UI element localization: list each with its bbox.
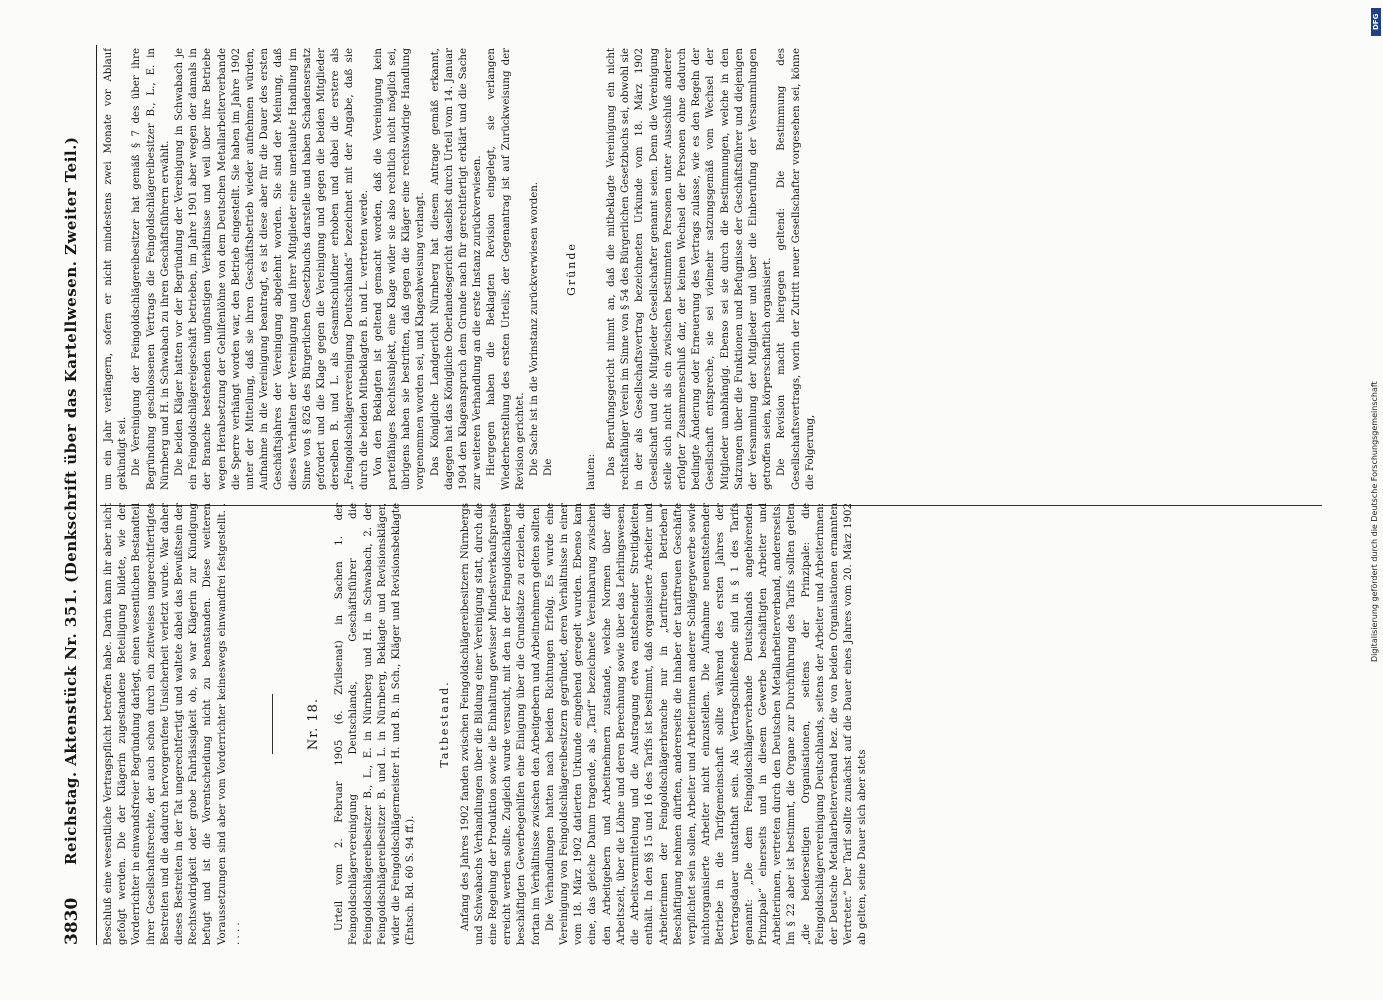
left-column (102, 503, 1322, 945)
paragraph: Beschluß eine wesentliche Vertragspflicht betroffen habe. Darin kann ihr aber nicht gefolgt werden. Die der Klägerin zugestandene Beteiligung bildete, wie der Vorderrichter in einwandsfreier Begründung darlegt, einen wesentlichen Bestandteil ihrer Gesellschaftsrechte, der auch schon durch ein zeitweises ungerechtfertigtes Bestreiten und die dadurch hervorgerufene Unsicherheit verletzt wurde. War daher dieses Bestreiten in der Tat ungerechtfertigt und waltete dabei das Bewußtsein der Rechtswidrigkeit oder grobe Fahrlässigkeit ob, so war Klägerin zur Kündigung befugt und ist die Vorentscheidung nicht zu beanstanden. Diese weiteren Voraussetzungen sind aber vom Vorderrichter keineswegs einwandfrei festgestellt. . . . . . (103, 503, 242, 945)
paragraph: Die beiden Kläger hatten vor der Begründung der Vereinigung in Schwabach je ein Feingoldschlägereigeschäft betrieben, im Jahre 1901 aber wegen der damals in der Branche bestehenden ungünstigen Verhältnisse und weil über ihre Betriebe wegen Herabsetzung der Gehilfenlöhne von dem Deutschen Metallarbeiterverbande die Sperre verhängt worden war, den Betrieb eingestellt. Sie haben im Jahre 1902 unter der Mitteilung, daß sie ihren Geschäftsbetrieb wieder aufnehmen würden, Aufnahme in die Vereinigung beantragt, es ist diese aber für die Dauer des ersten Geschäftsjahres der Vereinigung abgelehnt worden. Sie sind der Meinung, daß dieses Verhalten der Vereinigung und ihrer Mitglieder eine unerlaubte Handlung im Sinne von § 826 des Bürgerlichen Gesetzbuchs darstelle und haben Schadensersatz gefordert und die Klage gegen die Vereinigung und gegen die beiden Mitglieder derselben B. und L. als Gesamtschuldner erhoben und dabei die erstere als „Feingoldschlägervereinigung Deutschlands“ bezeichnet mit der Angabe, daß sie durch die beiden Mitbeklagten B. und L. vertreten werde. (174, 48, 370, 490)
paragraph: Das Königliche Landgericht Nürnberg hat diesem Antrage gemäß erkannt, dagegen hat das Königliche Oberlandesgericht daselbst durch Urteil vom 14. Januar 1904 den Klageanspruch dem Grunde nach für gerechtfertigt erklärt und die Sache zur weiteren Verhandlung an die erste Instanz zurückverwiesen. (429, 48, 484, 490)
paragraph: Die Revision macht hiergegen geltend: Die Bestimmung des Gesellschaftsvertrags, worin der Zutritt neuer Gesellschafter vorgesehen sei, könne die Folgerung, (776, 48, 816, 490)
right-column (102, 48, 1322, 490)
digitization-note: Digitalisierung gefördert durch die Deutsche Forschungsgemeinschaft (1370, 381, 1379, 662)
paragraph: um ein Jahr verlängern, sofern er nicht mindestens zwei Monate vor Ablauf gekündigt sei. (103, 48, 129, 490)
case-number-heading: Nr. 18. (306, 697, 322, 751)
dfg-logo-badge: DFG (1371, 8, 1381, 36)
header-rule (96, 45, 97, 945)
lauten-line: lauten: (585, 453, 597, 490)
tatbestand-heading: Tatbestand. (438, 680, 452, 768)
case-citation: Urteil vom 2. Februar 1905 (6. Zivilsenat) in Sachen 1. der Feingoldschlägervereinigung Deutschlands, Geschäftsführer die Feingoldschlägereibesitzer B., L., E. in Nürnberg und H. in Schwabach, 2. der Feingoldschlägereibesitzer B. und L. in Nürnberg, Beklagte und Revisionskläger, wider die Feingoldschlägermeister H. und B. in Sch., Kläger und Revisionsbeklagte (Entsch. Bd. 60 S. 94 ff.). (334, 503, 417, 945)
paragraph: Das Berufungsgericht nimmt an, daß die mitbeklagte Vereinigung ein nicht rechtsfähiger Verein im Sinne von § 54 des Bürgerlichen Gesetzbuchs sei, obwohl sie in der als Gesellschaftsvertrag bezeichneten Urkunde vom 18. März 1902 Gesellschaft und die Mitglieder Gesellschafter genannt seien. Denn die Vereinigung stelle sich nicht als ein zwischen bestimmten Personen unter Ausschluß anderer erfolgter Zusammenschluß dar, der keinen Wechsel der Personen ohne dadurch bedingte Änderung oder Erneuerung des Vertrags zulasse, wie es den Regeln der Gesellschaft entspreche, sie sei vielmehr satzungsgemäß vom Wechsel der Mitglieder unabhängig. Ebenso sei sie durch die Bestimmungen, welche in den Satzungen über die Funktionen und Befugnisse der Geschäftsführer und diejenigen der Versammlung der Mitglieder und über die Einberufung der Versammlungen getroffen seien, körperschaftlich organisiert. (605, 48, 774, 490)
paragraph: Die Verhandlungen hatten nach beiden Richtungen Erfolg. Es wurde eine Vereinigung von Feingoldschlägereibesitzern gegründet, deren Verhältnisse in einer vom 18. März 1902 datierten Urkunde eingehend geregelt wurden. Ebenso kam eine, das gleiche Datum tragende, als „Tarif“ bezeichnete Vereinbarung zwischen den Arbeitgebern und Arbeitnehmern zustande, welche Normen über die Arbeitszeit, über die Löhne und deren Berechnung sowie über das Lehrlingswesen, die Arbeitsvermittelung und die Austragung etwa entstehender Streitigkeiten enthält. In den §§ 15 und 16 des Tarifs ist bestimmt, daß organisierte Arbeiter und Arbeiterinnen der Feingoldschlägerbranche nur in „tariftreuen Betrieben“ Beschäftigung nehmen dürften, andererseits die Inhaber der tariftreuen Geschäfte verpflichtet sein sollen, Arbeiter und Arbeiterinnen anderer Schlägergewerbe sowie nichtorganisierte Arbeiter nicht einzustellen. Die Aufnahme neuentstehender Betriebe in die Tarifgemeinschaft sollte während des ersten Jahres der Vertragsdauer unstatthaft sein. Als Vertragschließende sind in § 1 des Tarifs genannt: „Die dem Feingoldschlägerverbande Deutschlands angehörenden Prinzipale“ einerseits und in diesem Gewerbe beschäftigten Arbeiter und Arbeiterinnen, vertreten durch den Deutschen Metallarbeiterverband, andererseits. Im § 22 aber ist bestimmt, die Organe zur Durchführung des Tarifs sollten gelten „die beiderseitigen Organisationen, seitens der Prinzipale: die Feingoldschlägervereinigung Deutschlands, seitens der Arbeiter und Arbeiterinnen: der Deutsche Metallarbeiterverband bez. die von beiden Organisationen ernannten Vertreter.“ Der Tarif sollte zunächst auf die Dauer eines Jahres vom 20. März 1902 ab gelten, seine Dauer sich aber stets (544, 503, 869, 945)
paragraph: Anfang des Jahres 1902 fanden zwischen Feingoldschlägereibesitzern Nürnbergs und Schwabachs Verhandlungen über die Bildung einer Vereinigung statt, durch die eine Regelung der Produktion sowie die Einhaltung gewisser Mindestverkaufspreise erreicht werden sollte. Zugleich wurde versucht, mit den in der Feingoldschlägerei beschäftigten Gewerbegehilfen eine Einigung über die Grundsätze zu erzielen, die fortan im Verhältnisse zwischen den Arbeitgebern und Arbeitnehmern gelten sollten. (459, 503, 542, 945)
paragraph: Hiergegen haben die Beklagten Revision eingelegt, sie verlangen Wiederherstellung des ersten Urteils; der Gegenantrag ist auf Zurückweisung der Revision gerichtet. (486, 48, 526, 490)
die-line: Die (543, 458, 555, 476)
page-number: 3830 (62, 897, 82, 945)
gruende-heading: Gründe (564, 242, 578, 296)
paragraph: Die Sache ist in die Vorinstanz zurückverwiesen worden. (529, 181, 541, 476)
paragraph: Die Vereinigung der Feingoldschlägereibesitzer hat gemäß § 7 des über ihre Begründung geschlossenen Vertrags die Feingoldschlägereibesitzer B., L., E. in Nürnberg und H. in Schwabach zu ihren Geschäftsführern erwählt. (131, 48, 171, 490)
page-header (62, 45, 88, 945)
paragraph: Von den Beklagten ist geltend gemacht worden, daß die Vereinigung kein parteifähiges Rechtssubjekt, eine Klage wider sie also rechtlich nicht möglich sei, übrigens haben sie bestritten, daß gegen die Kläger eine rechtswidrige Handlung vorgenommen worden sei, und Klageabweisung verlangt. (372, 48, 427, 490)
running-title: Reichstag. Aktenstück Nr. 351. (Denkschrift über das Kartellwesen. Zweiter Teil.) (62, 136, 80, 865)
section-divider (272, 694, 273, 754)
